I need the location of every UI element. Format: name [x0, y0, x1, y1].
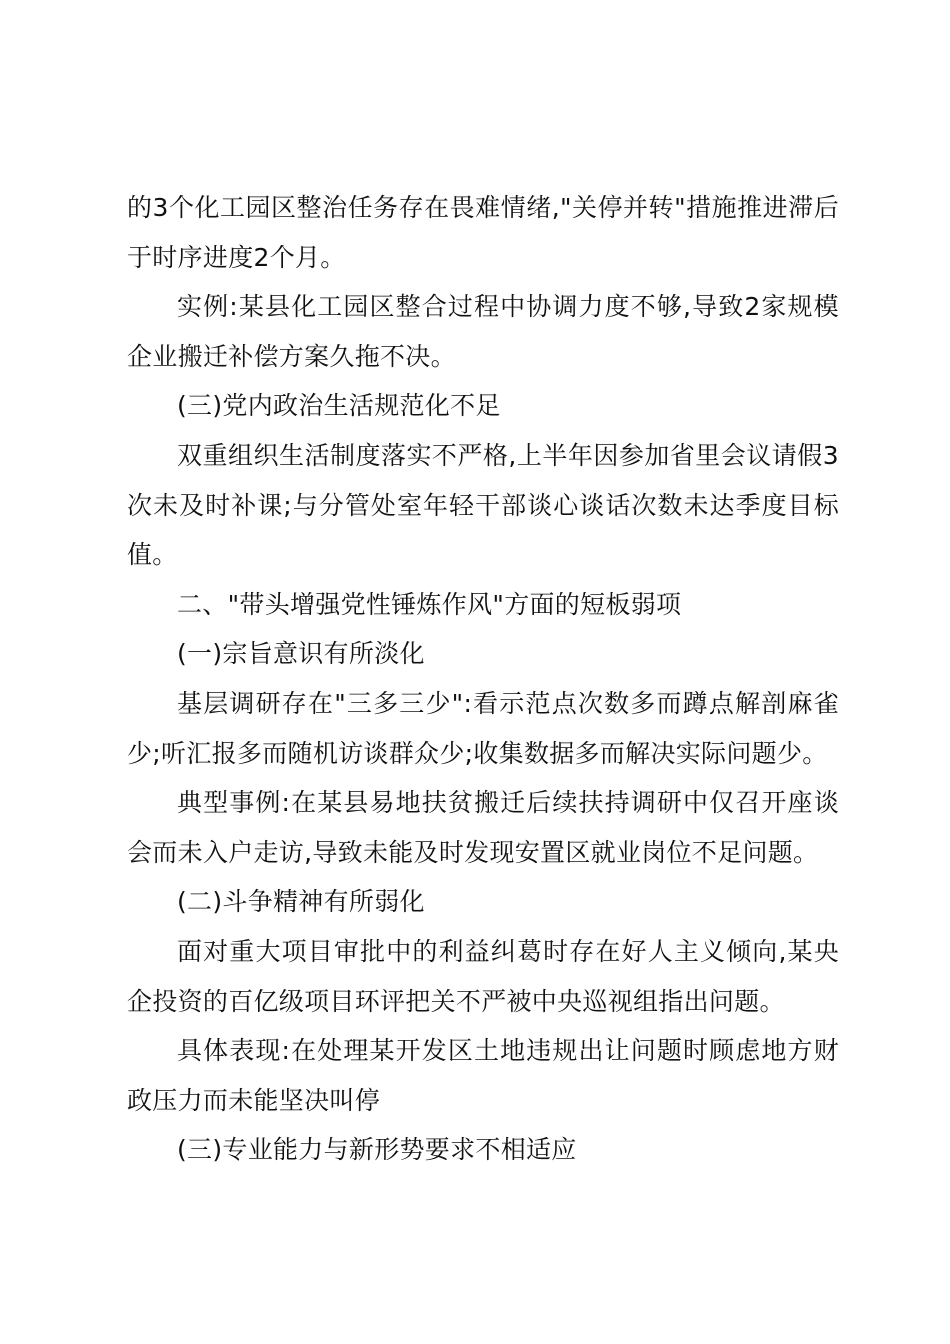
- paragraph-example: 实例:某县化工园区整合过程中协调力度不够,导致2家规模企业搬迁补偿方案久拖不决。: [127, 292, 839, 371]
- subheading-1: (一)宗旨意识有所淡化: [177, 639, 425, 669]
- subheading-3: (三)党内政治生活规范化不足: [177, 391, 501, 421]
- paragraph-struggle: 面对重大项目审批中的利益纠葛时存在好人主义倾向,某央企投资的百亿级项目环评把关不严被中央巡视组指出问题。: [127, 936, 839, 1016]
- paragraph-performance: 具体表现:在处理某开发区土地违规出让问题时顾虑地方财政压力而未能坚决叫停: [127, 1036, 839, 1115]
- paragraph-continuation: 的3个化工园区整治任务存在畏难情绪,"关停并转"措施推进滞后于时序进度2个月。: [127, 193, 839, 272]
- paragraph-typical-case: 典型事例:在某县易地扶贫搬迁后续扶持调研中仅召开座谈会而未入户走访,导致未能及时发现安置区就业岗位不足问题。: [127, 788, 839, 867]
- paragraph-party-life: 双重组织生活制度落实不严格,上半年因参加省里会议请假3次未及时补课;与分管处室年轻干部谈心谈话次数未达季度目标值。: [127, 440, 839, 570]
- paragraph-research: 基层调研存在"三多三少":看示范点次数多而蹲点解剖麻雀少;听汇报多而随机访谈群众少;收集数据多而解决实际问题少。: [127, 688, 839, 768]
- subheading-2: (二)斗争精神有所弱化: [177, 887, 425, 917]
- document-body: [127, 183, 839, 1175]
- section-heading-2: 二、"带头增强党性锤炼作风"方面的短板弱项: [177, 589, 682, 619]
- subheading-3b: (三)专业能力与新形势要求不相适应: [177, 1135, 577, 1165]
